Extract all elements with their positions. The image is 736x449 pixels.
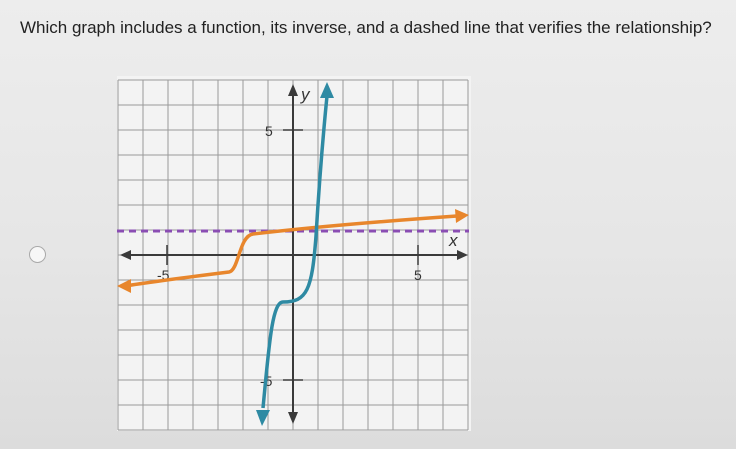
x-tick-label-neg5: -5 (157, 267, 170, 283)
y-axis-up-arrow (288, 84, 298, 96)
question-text: Which graph includes a function, its inverse, and a dashed line that verifies the relationship? (20, 18, 712, 37)
y-axis-down-arrow (288, 412, 298, 424)
inverse-curve (263, 96, 327, 408)
x-axis-right-arrow (457, 250, 468, 260)
inverse-up-arrow (320, 82, 334, 98)
y-axis-label: y (301, 85, 310, 104)
x-axis-label: x (449, 231, 458, 250)
function-left-arrow (117, 279, 131, 293)
y-tick-label-pos5: 5 (265, 123, 273, 139)
y-tick-label-neg5: -5 (260, 373, 273, 389)
function-right-arrow (455, 209, 469, 223)
x-tick-label-pos5: 5 (414, 267, 422, 283)
graph-panel (117, 76, 471, 431)
answer-radio-button[interactable] (29, 246, 46, 263)
x-axis-left-arrow (120, 250, 131, 260)
graph-svg (117, 76, 471, 431)
function-curve (125, 216, 457, 286)
